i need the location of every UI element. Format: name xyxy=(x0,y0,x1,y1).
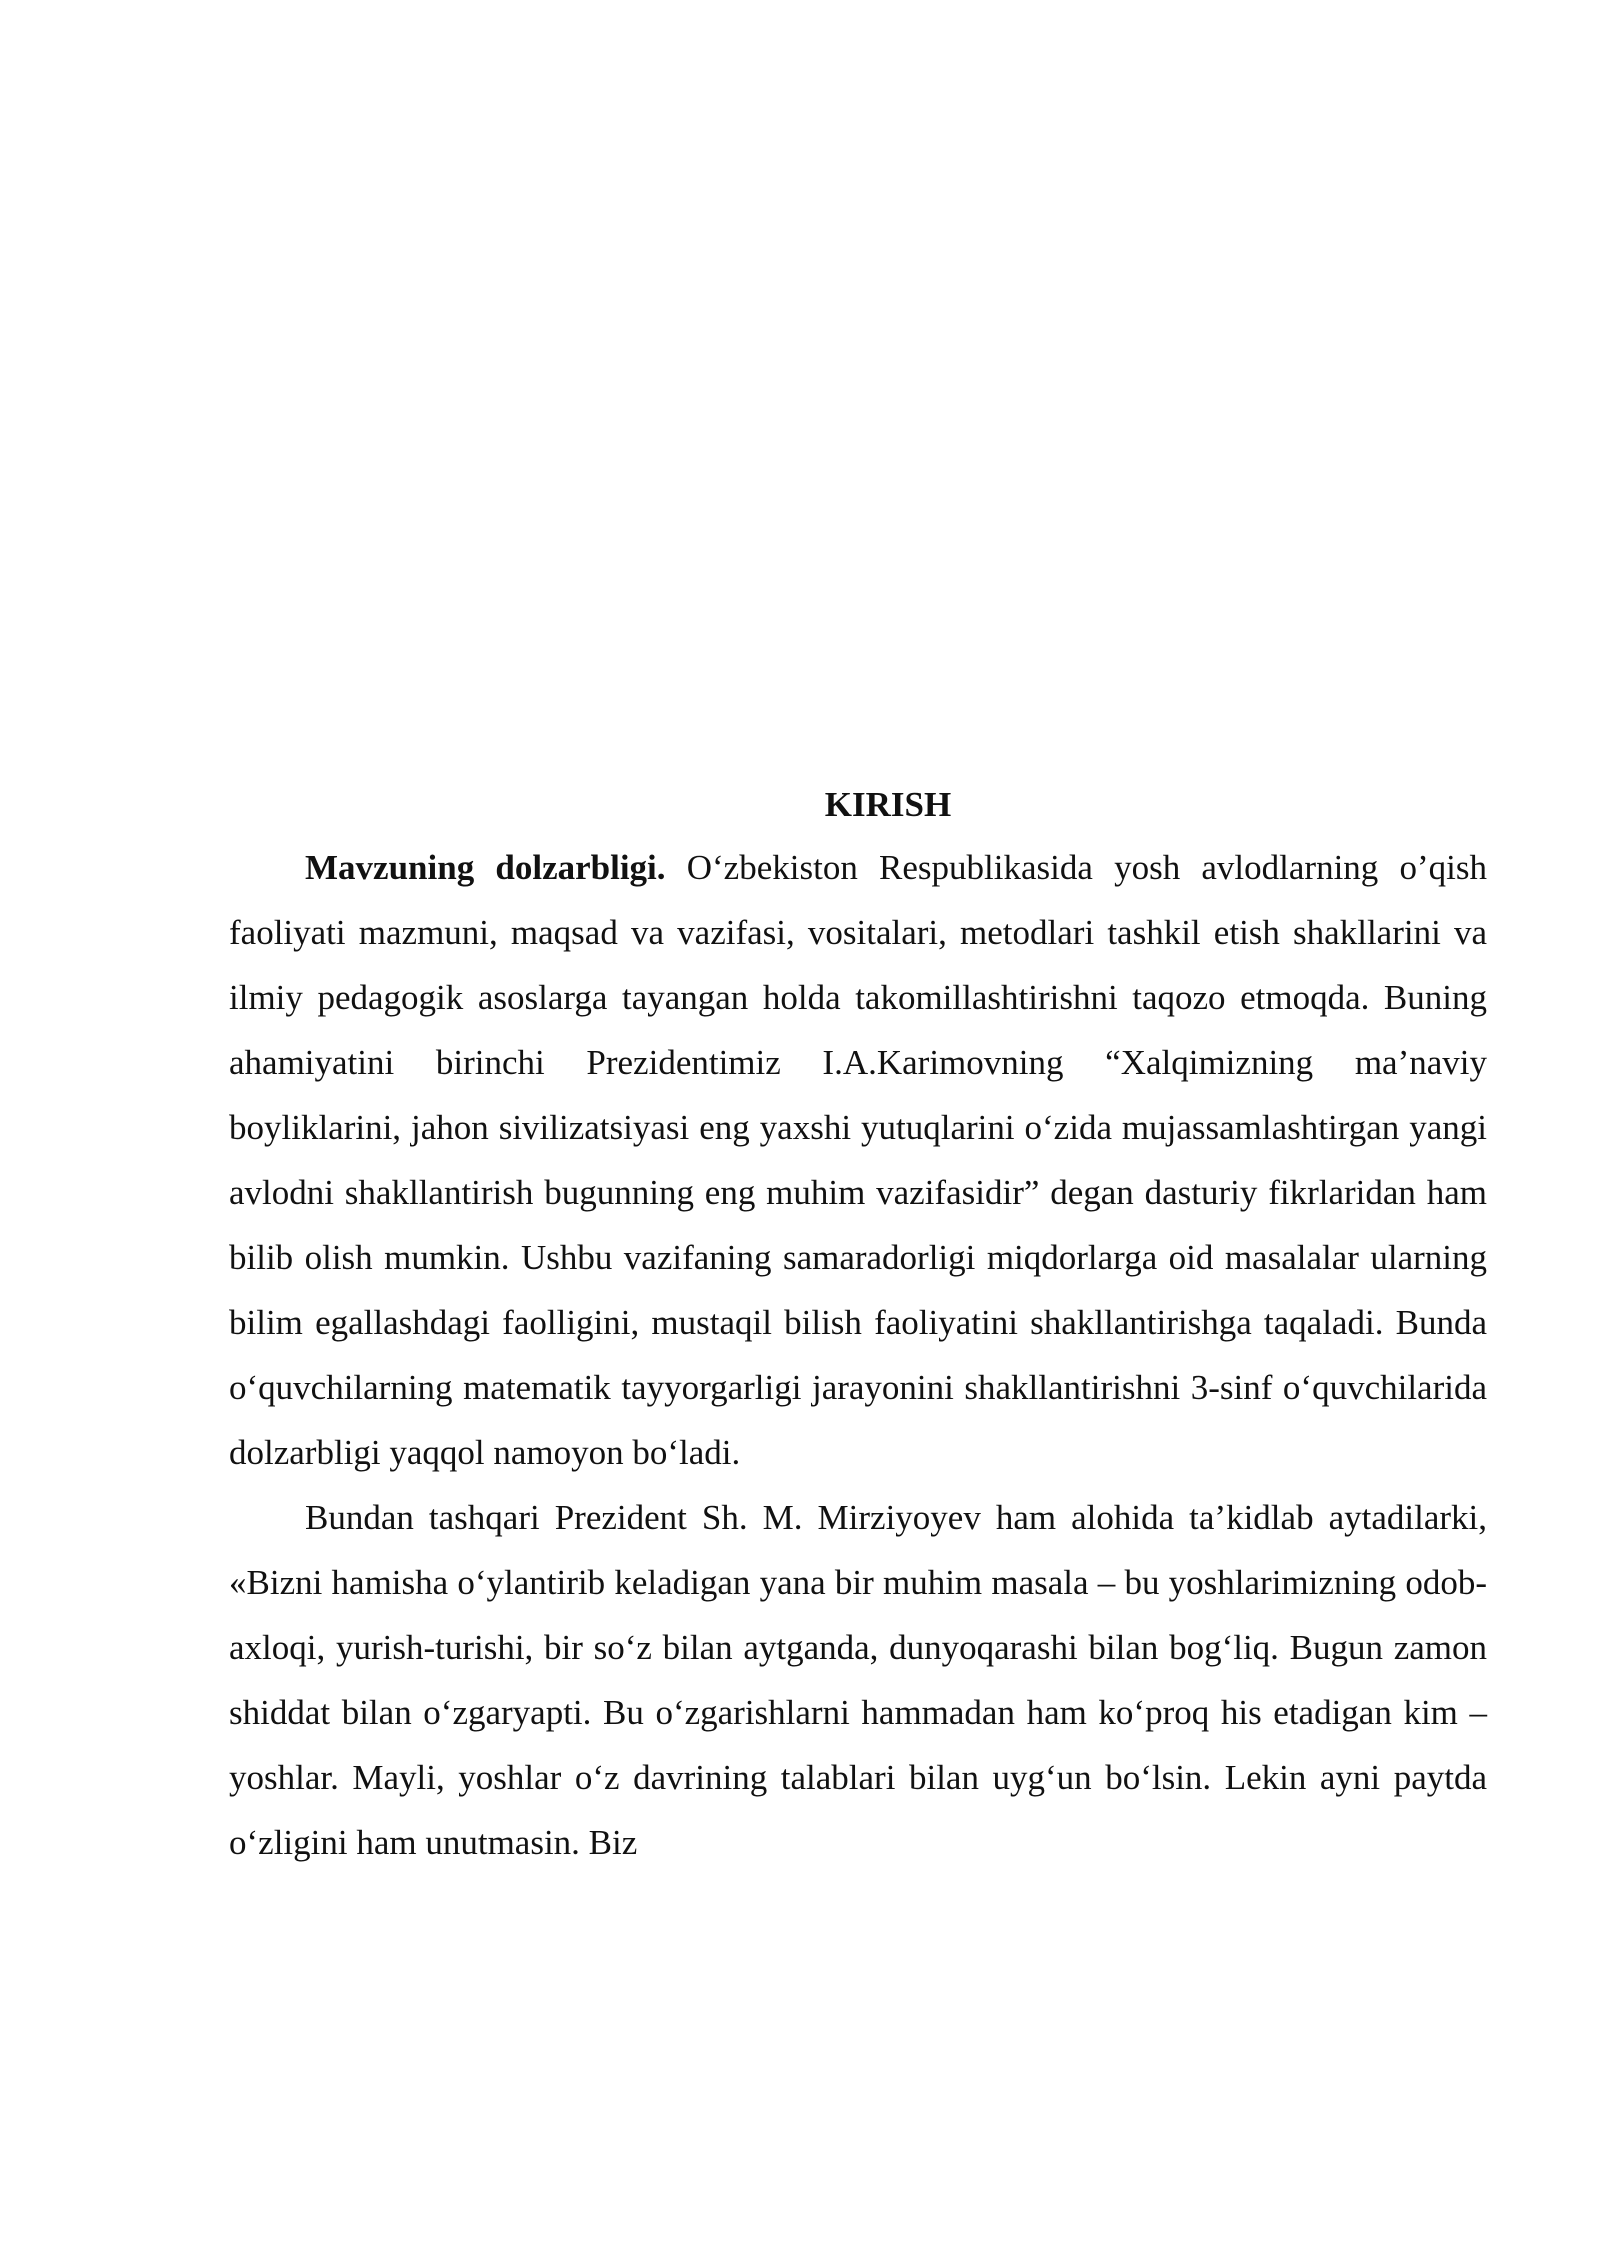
section-title: KIRISH xyxy=(824,785,952,824)
paragraph-relevance xyxy=(229,835,1487,1485)
paragraph-lead-heading: Mavzuning dolzarbligi. xyxy=(305,848,666,887)
paragraph-president-quote xyxy=(229,1485,1487,1875)
paragraph-text: O‘zbekiston Respublikasida yosh avlodlarning o’qish faoliyati mazmuni, maqsad va vazifasi, vositalari, metodlari tashkil etish shakllarini va ilmiy pedagogik asoslarga tayangan holda takomillashtirishni taqozo etmoqda. Buning ahamiyatini birinchi Prezidentimiz I.A.Karimovning “Xalqimizning ma’naviy boyliklarini, jahon sivilizatsiyasi eng yaxshi yutuqlarini o‘zida mujassamlashtirgan yangi avlodni shakllantirish bugunning eng muhim vazifasidir” degan dasturiy fikrlaridan ham bilib olish mumkin. Ushbu vazifaning samaradorligi miqdorlarga oid masalalar ularning bilim egallashdagi faolligini, mustaqil bilish faoliyatini shakllantirishga taqaladi. Bunda o‘quvchilarning matematik tayyorgarligi jarayonini shakllantirishni 3-sinf o‘quvchilarida dolzarbligi yaqqol namoyon bo‘ladi. xyxy=(229,848,1487,1472)
paragraph-text: Bundan tashqari Prezident Sh. M. Mirziyoyev ham alohida ta’kidlab aytadilarki, «Bizni hamisha o‘ylantirib keladigan yana bir muhim masala – bu yoshlarimizning odob-axloqi, yurish-turishi, bir so‘z bilan aytganda, dunyoqarashi bilan bog‘liq. Bugun zamon shiddat bilan o‘zgaryapti. Bu o‘zgarishlarni hammadan ham ko‘proq his etadigan kim – yoshlar. Mayli, yoshlar o‘z davrining talablari bilan uyg‘un bo‘lsin. Lekin ayni paytda o‘zligini ham unutmasin. Biz xyxy=(229,1498,1487,1862)
document-body xyxy=(229,775,1487,1875)
